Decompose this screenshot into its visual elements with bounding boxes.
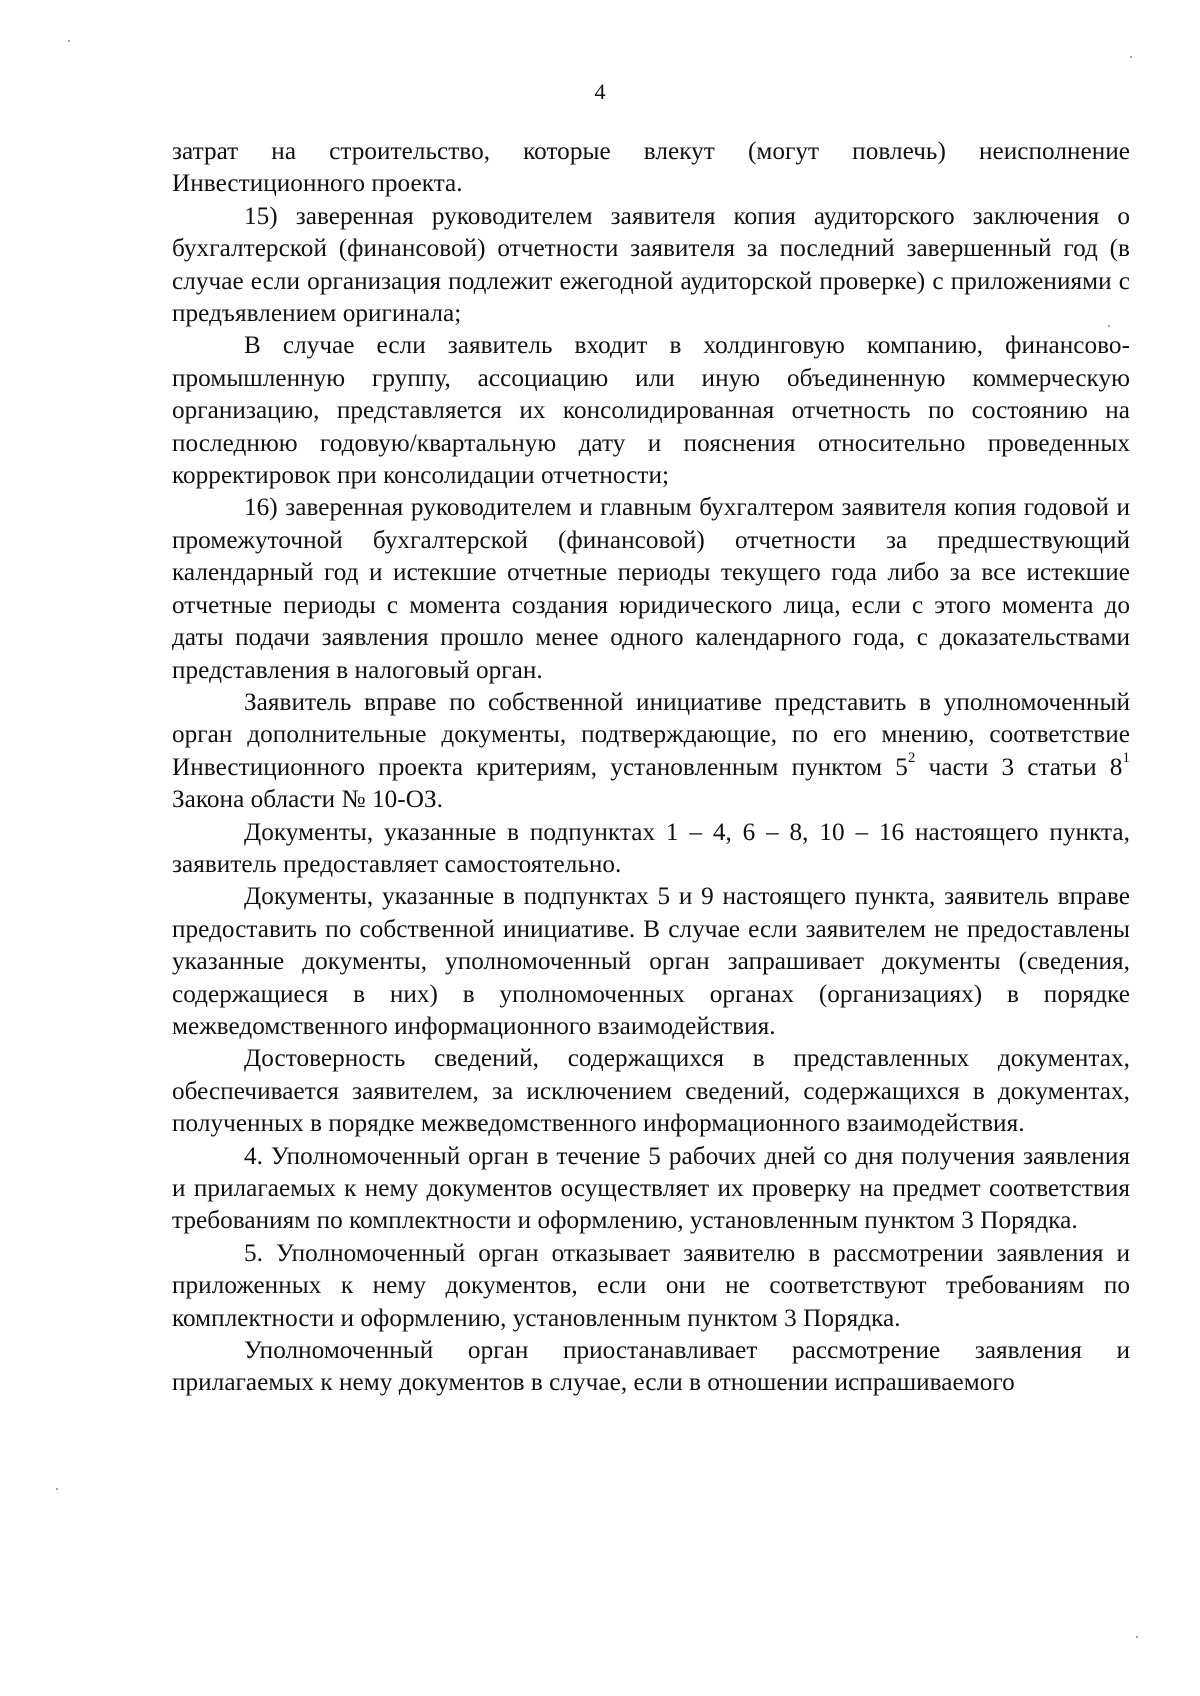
paragraph-continuation: затрат на строительство, которые влекут (могут повлечь) неисполнение Инвестиционного проекта. [172, 138, 1130, 198]
document-body [172, 136, 1130, 1400]
paragraph-item-15: 15) заверенная руководителем заявителя копия аудиторского заключения о бухгалтерской (финансовой) отчетности заявителя за последний завершенный год (в случае если организация подлежит ежегодной аудиторской проверке) с приложениями с предъявлением оригинала; [172, 202, 1130, 328]
paragraph-suspension: Уполномоченный орган приостанавливает рассмотрение заявления и прилагаемых к нему документов в случае, если в отношении испрашиваемого [172, 1337, 1130, 1397]
scan-speck [1108, 325, 1110, 327]
scan-speck [56, 1488, 58, 1490]
scan-speck [1136, 1636, 1138, 1638]
paragraph-applicant-right [172, 687, 1130, 817]
paragraph-holding-company: В случае если заявитель входит в холдинговую компанию, финансово-промышленную группу, ассоциацию или иную объединенную коммерческую организацию, представляется их консолидированная отчетность по состоянию на последнюю годовую/квартальную дату и пояснения относительно проведенных корректировок при консолидации отчетности; [172, 332, 1130, 490]
page-number: 4 [594, 79, 606, 104]
applicant-right-text-1: Заявитель вправе по собственной инициативе представить в уполномоченный орган дополнительные документы, подтверждающие, по его мнению, соответствие Инвестиционного проекта критериям, установленным пунктом 5 [172, 688, 1130, 781]
paragraph-item-5: 5. Уполномоченный орган отказывает заявителю в рассмотрении заявления и приложенных к нему документов, если они не соответствуют требованиям по комплектности и оформлению, установленным пунктом 3 Порядка. [172, 1239, 1130, 1332]
paragraph-documents-self: Документы, указанные в подпунктах 1 – 4, 6 – 8, 10 – 16 настоящего пункта, заявитель предоставляет самостоятельно. [172, 818, 1130, 878]
paragraph-reliability: Достоверность сведений, содержащихся в представленных документах, обеспечивается заявителем, за исключением сведений, содержащихся в документах, полученных в порядке межведомственного информационного взаимодействия. [172, 1045, 1130, 1138]
paragraph-item-16: 16) заверенная руководителем и главным бухгалтером заявителя копия годовой и промежуточной бухгалтерской (финансовой) отчетности за предшествующий календарный год и истекшие отчетные периоды текущего года либо за все истекшие отчетные периоды с момента создания юридического лица, если с этого момента до даты подачи заявления прошло менее одного календарного года, с доказательствами представления в налоговый орган. [172, 494, 1130, 684]
scan-speck [1130, 56, 1132, 58]
applicant-right-text-3: Закона области № 10-ОЗ. [172, 786, 443, 814]
superscript-1: 1 [1122, 750, 1130, 767]
paragraph-documents-5-9: Документы, указанные в подпунктах 5 и 9 настоящего пункта, заявитель вправе предоставить по собственной инициативе. В случае если заявителем не предоставлены указанные документы, уполномоченный орган запрашивает документы (сведения, содержащиеся в них) в уполномоченных органах (организациях) в порядке межведомственного информационного взаимодействия. [172, 883, 1130, 1040]
applicant-right-text-2: части 3 статьи 8 [915, 753, 1123, 781]
superscript-2: 2 [907, 750, 916, 767]
scan-speck [68, 40, 70, 42]
paragraph-item-4: 4. Уполномоченный орган в течение 5 рабочих дней со дня получения заявления и прилагаемых к нему документов осуществляет их проверку на предмет соответствия требованиям по комплектности и оформлению, установленным пунктом 3 Порядка. [172, 1142, 1130, 1235]
